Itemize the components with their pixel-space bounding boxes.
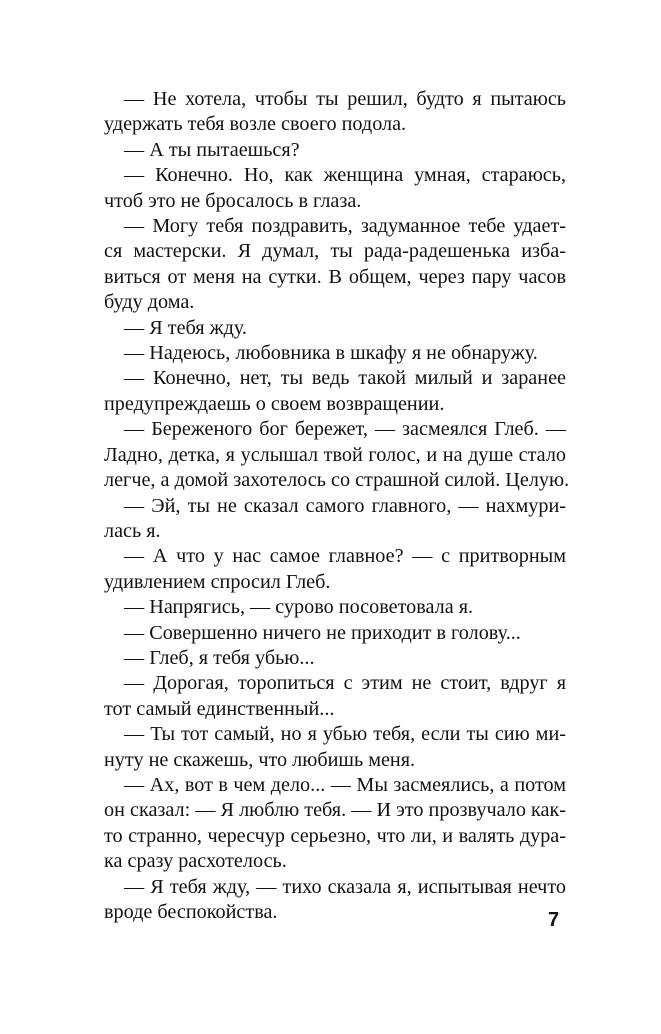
text-line: ка сразу расхотелось. (104, 850, 287, 873)
text-line: — Надеюсь, любовника в шкафу я не обнаружу. (124, 342, 538, 365)
text-line: Ладно, детка, я услышал твой голос, и на душе стало (104, 443, 566, 466)
paragraph (104, 214, 566, 316)
text-line: — Совершенно ничего не приходит в голову... (124, 621, 521, 644)
text-line: — Я тебя жду, — тихо сказала я, испытывая нечто (124, 875, 566, 898)
paragraph (104, 341, 566, 366)
text-line: — Глеб, я тебя убью... (124, 646, 315, 669)
paragraph (104, 773, 566, 875)
text-line: — Дорогая, торопиться с этим не стоит, вдруг я (124, 672, 566, 695)
text-line: — Ах, вот в чем дело... — Мы засмеялись, а потом (124, 773, 566, 796)
page-body (104, 87, 570, 925)
text-line: — Напрягись, — сурово посоветовала я. (124, 596, 474, 619)
paragraph (104, 366, 566, 417)
text-line: виться от меня на сутки. В общем, через пару часов (104, 265, 566, 288)
text-line: ся мастерски. Я думал, ты рада-радешенька изба- (104, 240, 566, 263)
paragraph (104, 595, 566, 620)
text-line: нуту не скажешь, что любишь меня. (104, 748, 416, 771)
page-number: 7 (548, 909, 560, 931)
text-line: тот самый единственный... (104, 697, 335, 720)
paragraph (104, 87, 566, 138)
paragraph (104, 722, 566, 773)
paragraph (104, 494, 566, 545)
text-line: — А ты пытаешься? (124, 138, 300, 161)
text-line: буду дома. (104, 291, 195, 314)
text-line: чтоб это не бросалось в глаза. (104, 189, 362, 212)
text-line: удержать тебя возле своего подола. (104, 113, 407, 136)
text-line: — А что у нас самое главное? — с притворным (124, 545, 566, 568)
text-line: предупреждаешь о своем возвращении. (104, 392, 445, 415)
text-line: — Не хотела, чтобы ты решил, будто я пытаюсь (124, 88, 566, 110)
text-line: — Береженого бог бережет, — засмеялся Глеб. — (124, 418, 566, 441)
text-line: удивлением спросил Глеб. (104, 570, 331, 593)
paragraph (104, 875, 566, 926)
text-line: то странно, чересчур серьезно, что ли, и валять дура- (104, 824, 566, 847)
text-line: — Эй, ты не сказал самого главного, — нахмури- (124, 494, 566, 517)
paragraph (104, 316, 566, 341)
text-line: лась я. (104, 519, 161, 542)
text-line: — Конечно. Но, как женщина умная, стараюсь, (124, 164, 566, 187)
paragraph (104, 646, 566, 671)
paragraph (104, 621, 566, 646)
text-line: — Ты тот самый, но я убью тебя, если ты сию ми- (124, 723, 566, 746)
paragraph (104, 544, 566, 595)
text-line: — Могу тебя поздравить, задуманное тебе удает- (124, 215, 566, 238)
paragraph (104, 417, 570, 493)
text-line: — Конечно, нет, ты ведь такой милый и заранее (124, 367, 566, 390)
paragraph (104, 138, 566, 163)
text-line: — Я тебя жду. (124, 316, 247, 339)
text-line: вроде беспокойства. (104, 901, 278, 923)
text-line: легче, а домой захотелось со страшной силой. Целую. (104, 469, 570, 492)
paragraph (104, 671, 566, 722)
paragraph (104, 163, 566, 214)
text-line: он сказал: — Я люблю тебя. — И это прозвучало как- (104, 799, 566, 822)
